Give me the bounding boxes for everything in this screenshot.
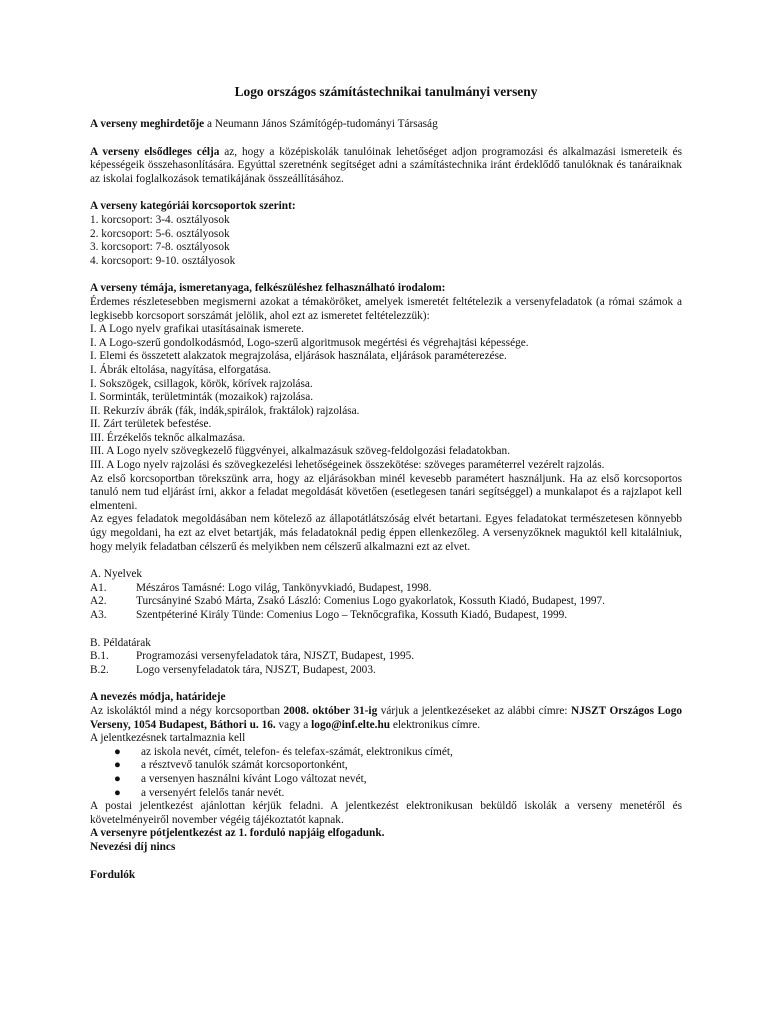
topic-item: I. A Logo nyelv grafikai utasításainak ismerete.: [90, 323, 304, 336]
categories-heading: A verseny kategóriái korcsoportok szerint:: [90, 200, 296, 213]
registration-postal: A postai jelentkezést ajánlottan kérjük feladni. A jelentkezést elektronikusan beküldő iskolák a verseny menetéről és követelményeiről november végéig tájékoztatót kapnak.: [90, 800, 682, 826]
registration-fee: Nevezési díj nincs: [90, 840, 176, 853]
bullet-icon: ●: [114, 745, 121, 758]
organizer-text: a Neumann János Számítógép-tudományi Társaság: [204, 118, 438, 130]
topic-item: II. Rekurzív ábrák (fák, indák,spirálok, fraktálok) rajzolása.: [90, 404, 360, 417]
reference-item: A2. Turcsányiné Szabó Márta, Zsakó László: Comenius Logo gyakorlatok, Kossuth Kiadó, Budapest, 1997.: [90, 595, 605, 608]
topic-item: I. Sokszögek, csillagok, körök, körívek rajzolása.: [90, 377, 313, 390]
topic-item: I. Ábrák eltolása, nagyítása, elforgatása.: [90, 363, 272, 376]
goal-text: az, hogy a középiskolák tanulóinak lehetőséget adjon programozási és alkalmazási ismereteik és képességeik összehasonlítására. Egyúttal szeretnénk segítséget adni a számítástechnika iránt érdeklődő tanulóknak és tanáraiknak az iskolai foglalkozások tematikájának összeállításához.: [90, 145, 682, 185]
bullet-icon: ●: [114, 772, 121, 785]
registration-address: NJSZT Országos Logo Verseny, 1054 Budapest, Báthori u. 16.: [90, 704, 683, 731]
organizer-label: A verseny meghirdetője: [90, 118, 205, 130]
reference-item: A1. Mészáros Tamásné: Logo világ, Tankönyvkiadó, Budapest, 1998.: [90, 581, 432, 594]
category-item: 1. korcsoport: 3-4. osztályosok: [90, 213, 230, 226]
category-item: 4. korcsoport: 9-10. osztályosok: [90, 254, 236, 267]
topics-intro: Érdemes részletesebben megismerni azokat a témaköröket, amelyek ismeretét feltételezik a versenyfeladatok (a római számok a legkisebb korcsoport sorszámát jelölik, ahol ezt az ismeretet feltételezzük):: [90, 295, 682, 322]
goal-paragraph: [90, 146, 682, 187]
topics-paragraph-state-transparency: Az egyes feladatok megoldásában nem kötelező az állapotátlátszóság elvét betartani. Egyes feladatokat természetesen könnyebb úgy megoldani, ha ezt az elvet betartják, más feladatoknál pedig éppen ellenkezőleg. A versenyzőknek maguktól kell kitalálniuk, hogy melyik feladatban célszerű és melyikben nem célszerű alkalmazni ezt az elvet.: [90, 513, 682, 553]
list-item: ● a résztvevő tanulók számát korcsoportonként,: [90, 759, 682, 773]
registration-heading: A nevezés módja, határideje: [90, 691, 226, 704]
bullet-icon: ●: [114, 759, 121, 772]
reference-item: A3. Szentpéteriné Király Tünde: Comenius Logo – Teknőcgrafika, Kossuth Kiadó, Budapest, 1999.: [90, 609, 568, 621]
registration-bullet-list: [90, 746, 682, 800]
organizer-paragraph: [90, 118, 682, 132]
list-item: ● a versenyen használni kívánt Logo változat nevét,: [90, 773, 682, 787]
reference-item: B.2. Logo versenyfeladatok tára, NJSZT, Budapest, 2003.: [90, 663, 376, 676]
topic-item: I. Elemi és összetett alakzatok megrajzolása, eljárások használata, eljárások paraméterezése.: [90, 350, 507, 363]
goal-label: A verseny elsődleges célja: [90, 145, 220, 158]
topic-item: I. A Logo-szerű gondolkodásmód, Logo-szerű algoritmusok megértési és végrehajtási képessége.: [90, 336, 529, 349]
list-item: ● az iskola nevét, címét, telefon- és telefax-számát, elektronikus címét,: [90, 746, 682, 760]
document-title: Logo országos számítástechnikai tanulmányi verseny: [234, 84, 538, 99]
topic-item: I. Sorminták, területminták (mozaikok) rajzolása.: [90, 391, 314, 404]
registration-paragraph: Az iskoláktól mind a négy korcsoportban 2008. október 31-ig várjuk a jelentkezéseket az alábbi címre: NJSZT Országos Logo Verseny, 1054 Budapest, Báthori u. 16. vagy a logo@inf.elte.hu elektronikus címre.: [90, 704, 683, 731]
registration-late: A versenyre pótjelentkezést az 1. forduló napjáig elfogadunk.: [90, 827, 385, 840]
topics-paragraph-first-group: Az első korcsoportban törekszünk arra, hogy az eljárásokban minél kevesebb paramétert használjunk. Ha az első korcsoportos tanuló nem tud eljárást írni, akkor a feladat megoldását követően (esetlegesen tanári segítséggel) a munkalapot és a rajzlapot kell elmenteni.: [90, 472, 682, 512]
topic-item: III. A Logo nyelv rajzolási és szövegkezelési lehetőségeinek összekötése: szöveges paraméterrel vezérelt rajzolás.: [90, 459, 605, 472]
registration-must-contain: A jelentkezésnek tartalmaznia kell: [90, 732, 246, 745]
rounds-heading: Fordulók: [90, 868, 136, 881]
topic-item: III. A Logo nyelv szövegkezelő függvényei, alkalmazásuk szöveg-feldolgozási feladatokban.: [90, 445, 511, 458]
registration-email: logo@inf.elte.hu: [311, 718, 391, 731]
topic-item: II. Zárt területek befestése.: [90, 418, 212, 431]
list-item: ● a versenyért felelős tanár nevét.: [90, 787, 682, 801]
category-item: 2. korcsoport: 5-6. osztályosok: [90, 227, 230, 240]
examples-heading: B. Példatárak: [90, 636, 151, 649]
bullet-icon: ●: [114, 786, 121, 799]
registration-deadline: 2008. október 31-ig: [283, 704, 378, 717]
languages-heading: A. Nyelvek: [90, 568, 143, 581]
topics-heading: A verseny témája, ismeretanyaga, felkészüléshez felhasználható irodalom:: [90, 282, 446, 295]
category-item: 3. korcsoport: 7-8. osztályosok: [90, 241, 230, 254]
topic-item: III. Érzékelős teknőc alkalmazása.: [90, 431, 246, 444]
reference-item: B.1. Programozási versenyfeladatok tára, NJSZT, Budapest, 1995.: [90, 650, 415, 663]
